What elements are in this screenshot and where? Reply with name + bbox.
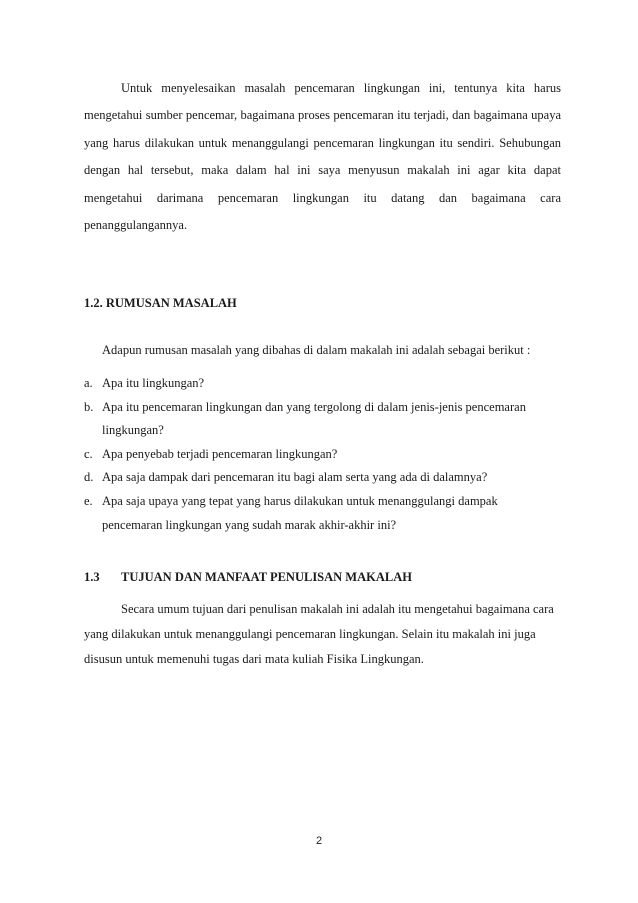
- list-item: [84, 372, 554, 396]
- tujuan-paragraph: Secara umum tujuan dari penulisan makalah ini adalah itu mengetahui bagaimana cara yang dilakukan untuk menanggulangi pencemaran lingkungan. Selain itu makalah ini juga disusun untuk memenuhi tugas dari mata kuliah Fisika Lingkungan.: [84, 602, 554, 666]
- list-item-text: Apa itu lingkungan?: [102, 376, 205, 390]
- list-marker: c.: [84, 446, 93, 461]
- list-item-text: Apa saja dampak dari pencemaran itu bagi alam serta yang ada di dalamnya?: [102, 470, 488, 485]
- rumusan-masalah-lead: Adapun rumusan masalah yang dibahas di dalam makalah ini adalah sebagai berikut :: [102, 343, 531, 357]
- list-marker: b.: [84, 399, 94, 414]
- list-marker: d.: [84, 470, 94, 485]
- list-item: [84, 466, 554, 490]
- section-number-tujuan: 1.3: [84, 570, 100, 584]
- list-marker: e.: [84, 493, 93, 508]
- list-item-text: Apa itu pencemaran lingkungan dan yang tergolong di dalam jenis-jenis pencemaran lingkungan?: [102, 399, 526, 438]
- list-item-text: Apa saja upaya yang tepat yang harus dilakukan untuk menanggulangi dampak pencemaran lingkungan yang sudah marak akhir-akhir ini?: [102, 493, 498, 532]
- page-number: 2: [315, 835, 323, 847]
- list-item: [84, 490, 554, 537]
- section-heading-tujuan-manfaat: TUJUAN DAN MANFAAT PENULISAN MAKALAH: [121, 570, 412, 584]
- list-item-text: Apa penyebab terjadi pencemaran lingkungan?: [102, 446, 338, 461]
- list-marker: a.: [84, 376, 93, 390]
- intro-paragraph: Untuk menyelesaikan masalah pencemaran lingkungan ini, tentunya kita harus mengetahui sumber pencemar, bagaimana proses pencemaran itu terjadi, dan bagaimana upaya yang harus dilakukan untuk menanggulangi pencemaran lingkungan itu sendiri. Sehubungan dengan hal tersebut, maka dalam hal ini saya menyusun makalah ini agar kita dapat mengetahui darimana pencemaran lingkungan itu datang dan bagaimana cara penanggulangannya.: [84, 81, 561, 233]
- list-item: [84, 443, 554, 467]
- section-heading-rumusan-masalah: 1.2. RUMUSAN MASALAH: [84, 296, 237, 310]
- list-item: [84, 396, 554, 443]
- rumusan-masalah-list: [84, 372, 554, 537]
